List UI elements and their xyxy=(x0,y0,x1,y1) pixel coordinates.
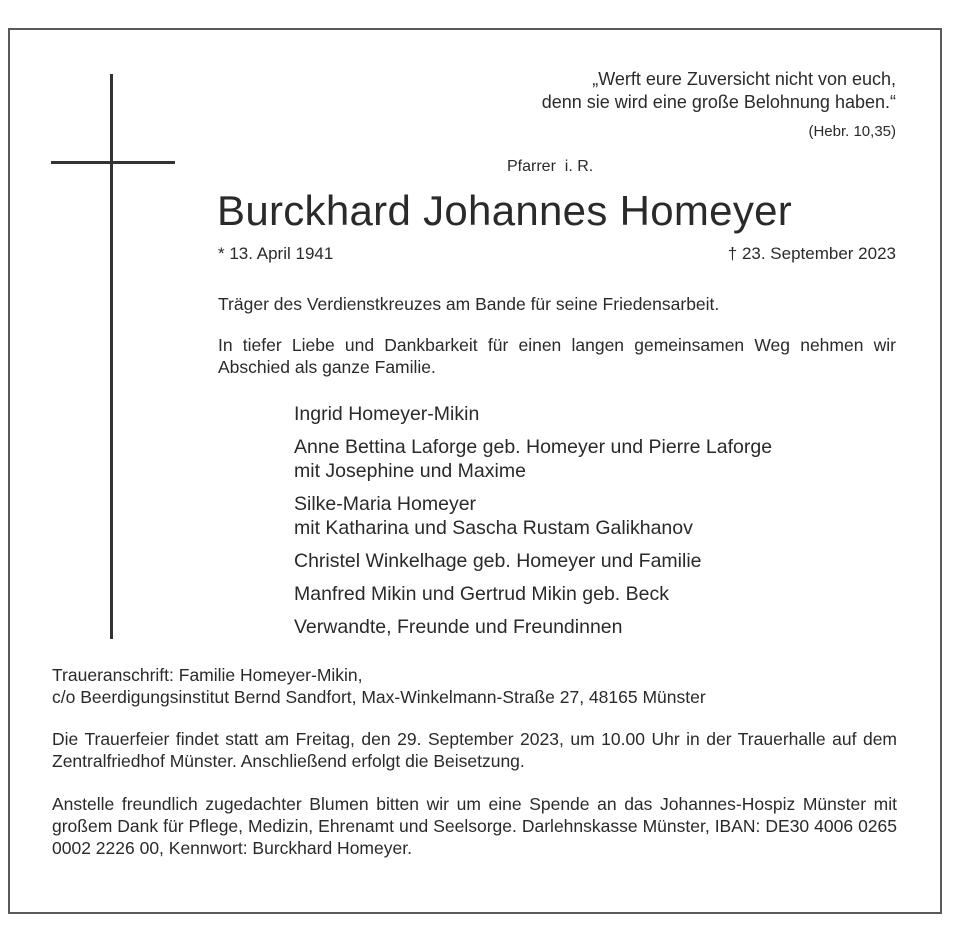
mourner-line: Verwandte, Freunde und Freundinnen xyxy=(294,616,623,638)
cross-icon xyxy=(110,74,113,639)
mourner-entry xyxy=(294,492,772,540)
address-line-1: Traueranschrift: Familie Homeyer-Mikin, xyxy=(52,665,363,685)
mourners-list xyxy=(294,402,772,648)
mourner-line: Anne Bettina Laforge geb. Homeyer und Pierre Laforge xyxy=(294,436,773,458)
mourner-entry xyxy=(294,402,772,426)
mourner-line: Ingrid Homeyer-Mikin xyxy=(294,403,480,425)
mourner-line: Manfred Mikin und Gertrud Mikin geb. Beck xyxy=(294,583,669,605)
mourner-entry xyxy=(294,549,772,573)
quote-line-2: denn sie wird eine große Belohnung haben.“ xyxy=(541,92,896,112)
mourner-entry xyxy=(294,435,772,483)
deceased-name: Burckhard Johannes Homeyer xyxy=(217,187,793,234)
mourner-entry xyxy=(294,582,772,606)
mourner-line: Christel Winkelhage geb. Homeyer und Familie xyxy=(294,550,702,572)
ceremony-info: Die Trauerfeier findet statt am Freitag, den 29. September 2023, um 10.00 Uhr in der Trauerhalle auf dem Zentralfriedhof Münster. Anschließend erfolgt die Beisetzung. xyxy=(52,729,897,771)
quote-line-1: „Werft eure Zuversicht nicht von euch, xyxy=(592,69,896,89)
mourning-address xyxy=(52,664,897,708)
mourner-line: Silke-Maria Homeyer xyxy=(294,493,477,515)
deceased-title: Pfarrer i. R. xyxy=(507,158,594,175)
farewell-text: In tiefer Liebe und Dankbarkeit für einen langen gemeinsamen Weg nehmen wir Abschied als ganze Familie. xyxy=(218,335,896,377)
bible-quote xyxy=(542,68,896,114)
honor-text: Träger des Verdienstkreuzes am Bande für seine Friedensarbeit. xyxy=(218,294,720,314)
donation-info: Anstelle freundlich zugedachter Blumen bitten wir um eine Spende an das Johannes-Hospiz Münster mit großem Dank für Pflege, Medizin, Ehrenamt und Seelsorge. Darlehnskasse Münster, IBAN: DE30 4006 0265 0002 2226 00, Kennwort: Burckhard Homeyer. xyxy=(52,794,897,858)
cross-icon-crossbar xyxy=(51,161,175,164)
mourner-entry xyxy=(294,615,772,639)
mourner-line: mit Josephine und Maxime xyxy=(294,460,526,482)
mourner-line: mit Katharina und Sascha Rustam Galikhanov xyxy=(294,517,693,539)
address-line-2: c/o Beerdigungsinstitut Bernd Sandfort, Max-Winkelmann-Straße 27, 48165 Münster xyxy=(52,687,706,707)
death-date: † 23. September 2023 xyxy=(727,244,896,263)
quote-reference: (Hebr. 10,35) xyxy=(808,123,896,140)
birth-date: * 13. April 1941 xyxy=(218,244,334,263)
